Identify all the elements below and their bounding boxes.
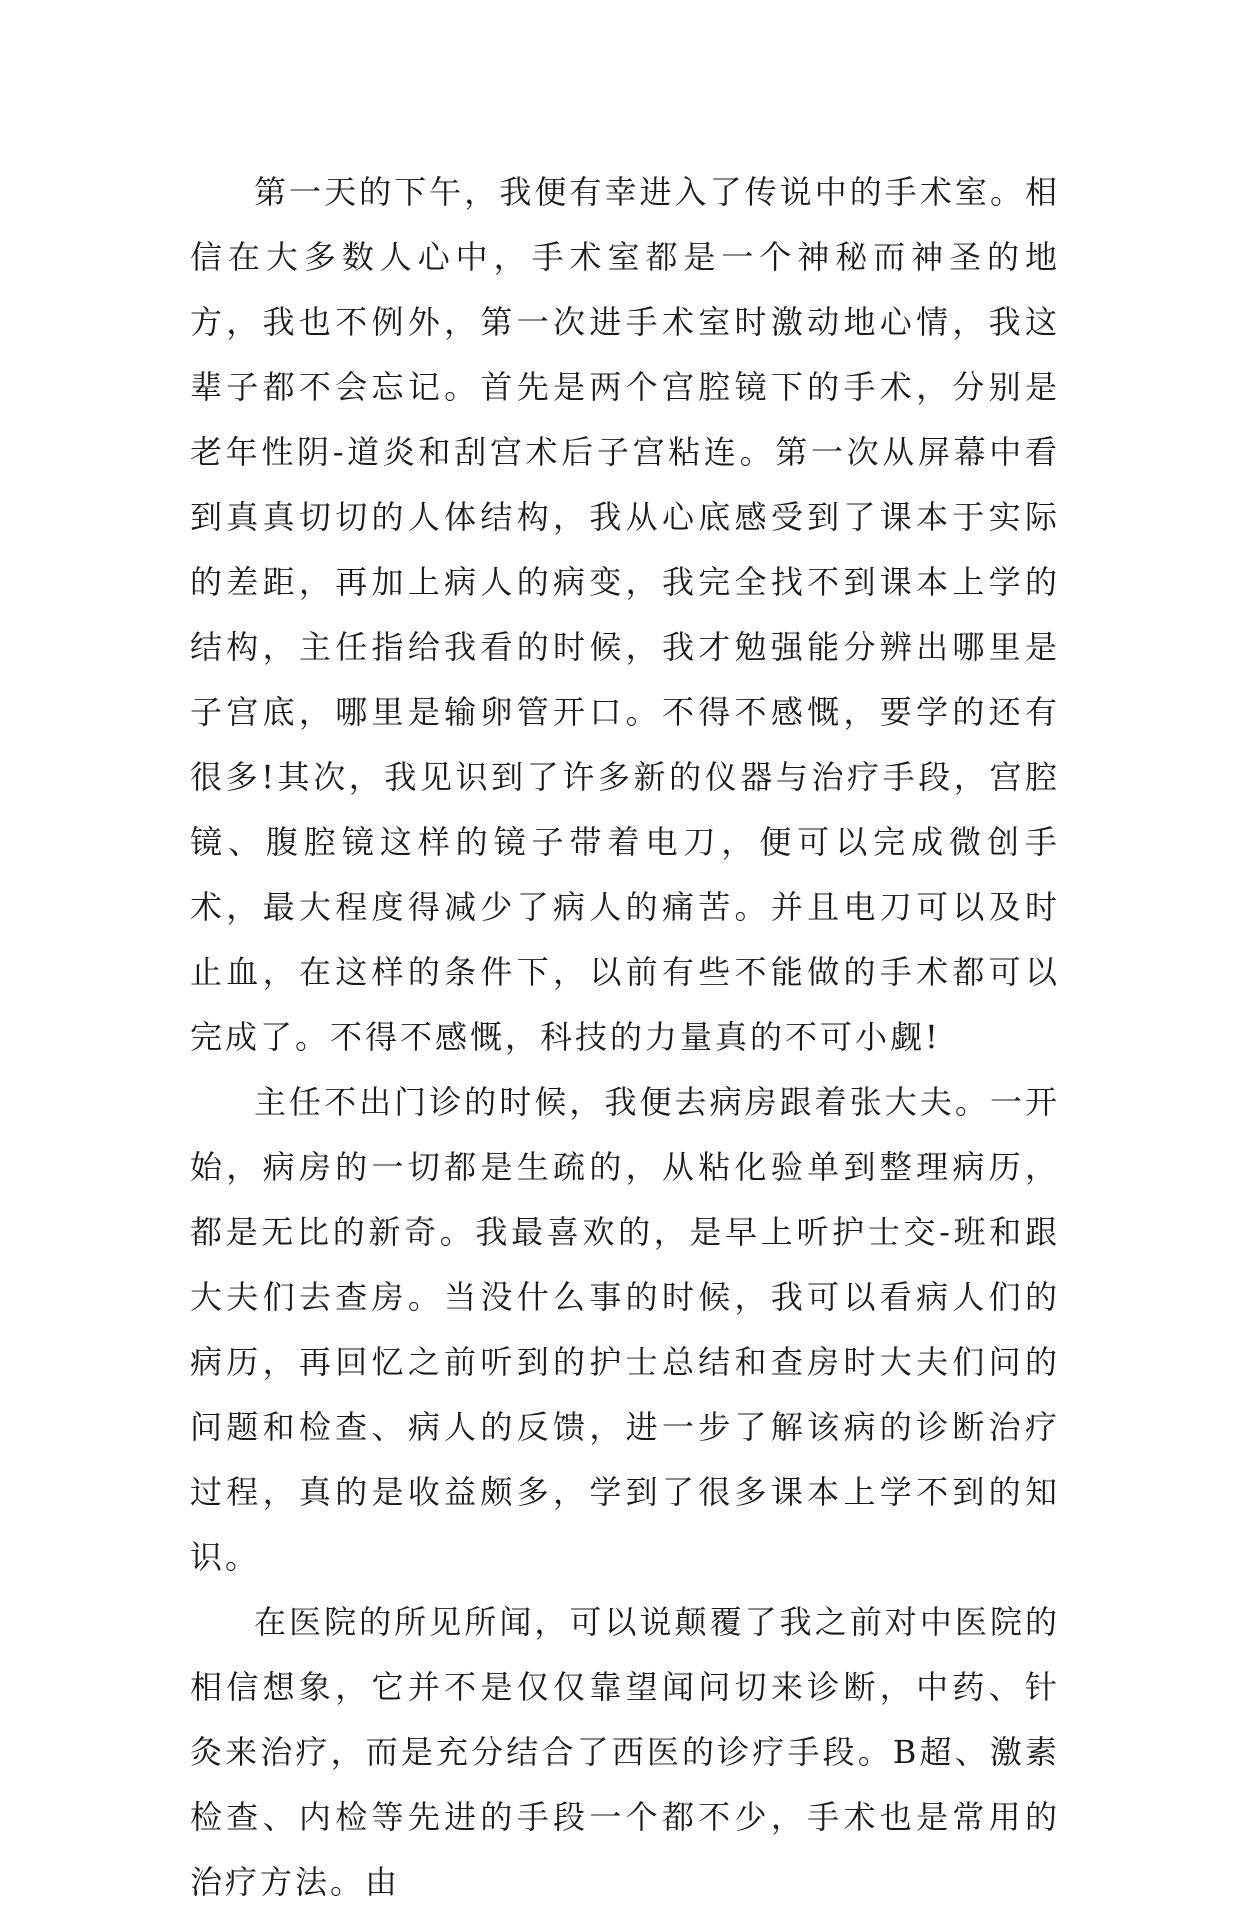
paragraph-2: 主任不出门诊的时候，我便去病房跟着张大夫。一开始，病房的一切都是生疏的，从粘化验单到整理病历，都是无比的新奇。我最喜欢的，是早上听护士交-班和跟大夫们去查房。当没什么事的时候，我可以看病人们的病历，再回忆之前听到的护士总结和查房时大夫们问的问题和检查、病人的反馈，进一步了解该病的诊断治疗过程，真的是收益颇多，学到了很多课本上学不到的知识。 [190,1083,1060,1576]
body-text [190,160,1060,1915]
paragraph-3: 在医院的所见所闻，可以说颠覆了我之前对中医院的相信想象，它并不是仅仅靠望闻问切来诊断，中药、针灸来治疗，而是充分结合了西医的诊疗手段。B超、激素检查、内检等先进的手段一个都不少，手术也是常用的治疗方法。由 [190,1603,1060,1901]
paragraph-1: 第一天的下午，我便有幸进入了传说中的手术室。相信在大多数人心中，手术室都是一个神秘而神圣的地方，我也不例外，第一次进手术室时激动地心情，我这辈子都不会忘记。首先是两个宫腔镜下的手术，分别是老年性阴-道炎和刮宫术后子宫粘连。第一次从屏幕中看到真真切切的人体结构，我从心底感受到了课本于实际的差距，再加上病人的病变，我完全找不到课本上学的结构，主任指给我看的时候，我才勉强能分辨出哪里是子宫底，哪里是输卵管开口。不得不感慨，要学的还有很多!其次，我见识到了许多新的仪器与治疗手段，宫腔镜、腹腔镜这样的镜子带着电刀，便可以完成微创手术，最大程度得减少了病人的痛苦。并且电刀可以及时止血，在这样的条件下，以前有些不能做的手术都可以完成了。不得不感慨，科技的力量真的不可小觑! [190,173,1060,1056]
